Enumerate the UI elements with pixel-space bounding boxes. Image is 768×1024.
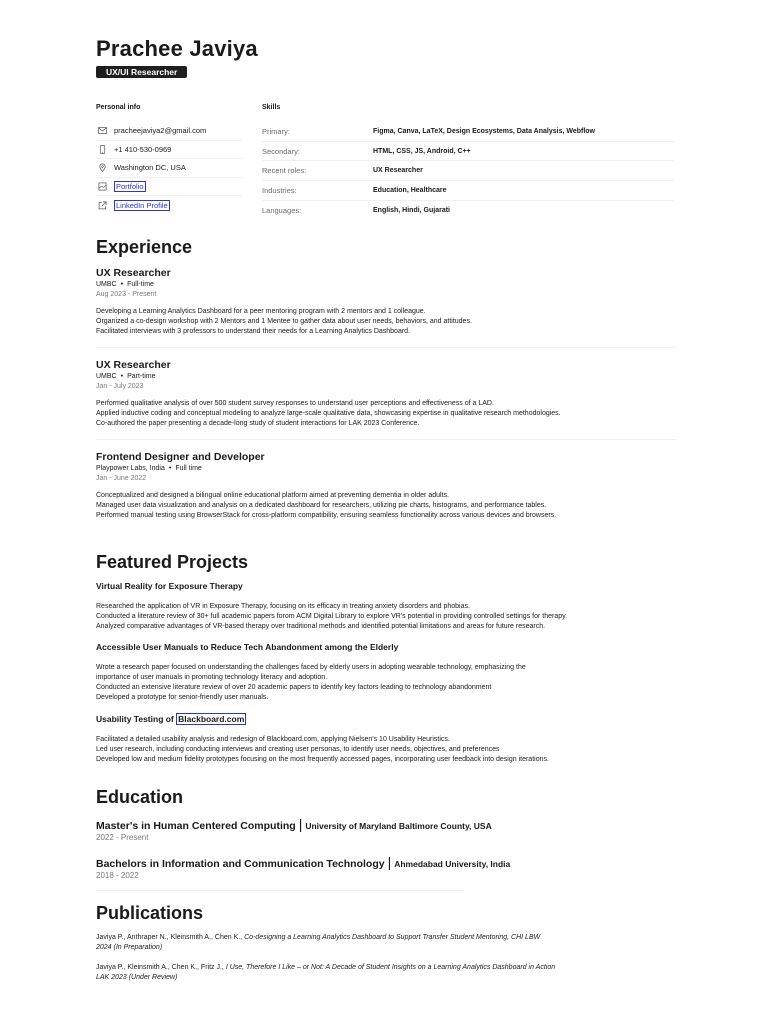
- description-line: Facilitated interviews with 3 professors to understand their needs for a Learning Analytics Dashboard.: [96, 328, 411, 336]
- publications-heading: Publications: [96, 903, 204, 924]
- publication-entry: [96, 963, 676, 983]
- skills-value: Education, Healthcare: [373, 186, 447, 194]
- job-meta: [96, 280, 676, 290]
- project-description: [96, 663, 676, 703]
- skills-label: Primary:: [262, 126, 290, 136]
- bullet-dot: •: [120, 373, 124, 381]
- experience-section: [96, 236, 676, 521]
- job-title: UX Researcher: [96, 267, 171, 280]
- description-line: Developing a Learning Analytics Dashboard for a peer mentoring program with 2 mentors and 1 colleague.: [96, 308, 426, 316]
- skills-label: Industries:: [262, 185, 297, 195]
- description-line: Wrote a research paper focused on understanding the challenges faced by elderly users in adopting wearable technology, emphasizing the: [96, 664, 526, 672]
- job-type: Part-time: [127, 373, 156, 381]
- email-item[interactable]: [96, 122, 242, 141]
- skills-label: Languages:: [262, 206, 302, 216]
- skills-label: Recent roles:: [262, 166, 307, 176]
- job-description: [96, 491, 676, 521]
- portfolio-item[interactable]: [96, 178, 242, 197]
- skills-row: [262, 181, 674, 201]
- description-line: Led user research, including conducting interviews and creating user personas, to identify user needs, objectives, and preferences: [96, 746, 500, 754]
- description-line: Managed user data visualization and analysis on a dedicated dashboard for researchers, utilizing pie charts, histograms, and performance tables.: [96, 502, 547, 510]
- portfolio-icon: [96, 180, 108, 192]
- experience-heading: Experience: [96, 237, 193, 258]
- education-dates: 2018 - 2022: [96, 871, 139, 881]
- degree-line: [96, 817, 676, 833]
- description-line: Facilitated a detailed usability analysis and redesign of Blackboard.com, applying Nielsen's 10 Usability Heuristics.: [96, 736, 450, 744]
- publication-entry: [96, 933, 676, 953]
- bullet-dot: •: [120, 281, 124, 289]
- education-dates: 2022 - Present: [96, 833, 149, 843]
- phone-item[interactable]: [96, 141, 242, 160]
- job-title: Frontend Designer and Developer: [96, 451, 265, 464]
- project-title: Virtual Reality for Exposure Therapy: [96, 581, 243, 592]
- publication-title: Co-designing a Learning Analytics Dashboard to Support Transfer Student Mentoring, CHI LBW: [244, 934, 541, 942]
- education-entry: [96, 854, 511, 891]
- mail-icon: [96, 125, 108, 137]
- description-line: Conducted a literature review of 30+ full academic papers forom ACM Digital Library to explore VR's potential in providing controlled settings for therapy.: [96, 613, 568, 621]
- education-section: [96, 786, 676, 891]
- linkedin-item[interactable]: [96, 196, 242, 215]
- project-description: [96, 735, 676, 765]
- job-description: [96, 307, 676, 337]
- job-type: Full-time: [127, 281, 154, 289]
- skills-value: English, Hindi, Gujarati: [373, 207, 451, 215]
- publication-authors: Javiya P., Kleinsmith A., Chen K., Fritz J.,: [96, 964, 226, 972]
- location-text: Washington DC, USA: [114, 163, 186, 173]
- linkedin-link[interactable]: LinkedIn Profile: [116, 200, 168, 210]
- blackboard-link[interactable]: Blackboard.com: [178, 714, 245, 725]
- external-link-icon: [96, 199, 108, 211]
- description-line: Organized a co-design workshop with 2 Mentors and 1 Mentee to gather data about user needs, behaviors, and attitudes.: [96, 318, 472, 326]
- job-title: UX Researcher: [96, 359, 171, 372]
- skills-heading: Skills: [262, 104, 281, 111]
- phone-icon: [96, 143, 108, 155]
- description-line: Applied inductive coding and conceptual modeling to analyze large-scale qualitative data, showcasing expertise in qualitative research methodologies.: [96, 410, 561, 418]
- publication-authors: Javiya P., Anthraper N., Kleinsmith A., Chen K.,: [96, 934, 245, 942]
- resume-header: [96, 36, 676, 80]
- skills-row: [262, 142, 674, 162]
- skills: [262, 104, 674, 220]
- description-line: Performed qualitative analysis of over 500 student survey responses to understand user perceptions and effectiveness of a LAD.: [96, 400, 494, 408]
- description-line: Conceptualized and designed a bilingual online educational platform aimed at preventing dementia in older adults.: [96, 492, 449, 500]
- location-pin-icon: [96, 162, 108, 174]
- project-description: [96, 602, 676, 632]
- personal-info: [96, 104, 242, 220]
- job-org: Playpower Labs, India: [96, 465, 165, 473]
- description-line: Developed a prototype for senior-friendly user manuals.: [96, 694, 269, 702]
- publication-venue: LAK 2023 (Under Review): [96, 974, 178, 982]
- job-entry: [96, 451, 676, 521]
- separator-bar: |: [387, 854, 392, 871]
- description-line: importance of user manuals in promoting technology literacy and adoption.: [96, 674, 328, 682]
- resume-page: [96, 36, 676, 983]
- projects-section: [96, 551, 676, 765]
- job-org: UMBC: [96, 373, 117, 381]
- job-meta: [96, 372, 676, 382]
- personal-info-heading: Personal info: [96, 104, 141, 111]
- skills-value: HTML, CSS, JS, Android, C++: [373, 147, 471, 155]
- publications-section: [96, 902, 676, 983]
- portfolio-link[interactable]: Portfolio: [116, 181, 144, 191]
- project-title: Accessible User Manuals to Reduce Tech Abandonment among the Elderly: [96, 642, 399, 653]
- skills-value: Figma, Canva, LaTeX, Design Ecosystems, Data Analysis, Webflow: [373, 127, 595, 135]
- bullet-dot: •: [168, 465, 172, 473]
- job-meta: [96, 464, 676, 474]
- education-entry: [96, 817, 676, 843]
- skills-row: [262, 122, 674, 142]
- job-org: UMBC: [96, 281, 117, 289]
- description-line: Developed low and medium fidelity prototypes focusing on the most frequently accessed pages, incorporating user feedback into design iterations.: [96, 756, 549, 764]
- degree-name: Bachelors in Information and Communication Technology: [96, 858, 385, 871]
- skills-row: [262, 161, 674, 181]
- description-line: Performed manual testing using BrowserStack for cross-platform compatibility, ensuring seamless functionality across various devices and browsers.: [96, 512, 557, 520]
- description-line: Co-authored the paper presenting a decade-long study of student interactions for LAK 2023 Conference.: [96, 420, 420, 428]
- publication-venue: 2024 (In Preparation): [96, 944, 163, 952]
- job-entry: [96, 267, 676, 348]
- skills-row: [262, 201, 674, 221]
- job-description: [96, 399, 676, 429]
- location-item: [96, 159, 242, 178]
- job-dates: Aug 2023 - Present: [96, 291, 157, 299]
- project-entry: [96, 581, 676, 632]
- project-title-prefix: Usability Testing of: [96, 714, 177, 725]
- project-entry: [96, 714, 676, 765]
- skills-label: Secondary:: [262, 146, 300, 156]
- project-title: [96, 714, 676, 725]
- education-heading: Education: [96, 787, 184, 808]
- projects-heading: Featured Projects: [96, 552, 249, 573]
- description-line: Researched the application of VR in Exposure Therapy, focusing on its efficacy in treating anxiety disorders and phobias.: [96, 603, 470, 611]
- job-entry: [96, 359, 676, 440]
- job-dates: Jan - July 2023: [96, 383, 144, 391]
- info-section: [96, 104, 676, 220]
- publication-title: I Use, Therefore I Like – or Not: A Decade of Student Insights on a Learning Analytics Dashboard in Action: [225, 964, 556, 972]
- role-badge: UX/UI Researcher: [96, 66, 187, 78]
- email-text: pracheejaviya2@gmail.com: [114, 126, 207, 136]
- job-type: Full time: [175, 465, 202, 473]
- degree-name: Master's in Human Centered Computing: [96, 820, 296, 833]
- description-line: Analyzed comparative advantages of VR-based therapy over traditional methods and identified potential limitations and areas for future research.: [96, 623, 546, 631]
- project-entry: [96, 642, 676, 703]
- skills-value: UX Researcher: [373, 167, 423, 175]
- description-line: Conducted an extensive literature review of over 20 academic papers to identify key factors leading to technology abandonment: [96, 684, 492, 692]
- phone-text: +1 410-530-0969: [114, 144, 172, 154]
- candidate-name: Prachee Javiya: [96, 36, 258, 61]
- separator-bar: |: [298, 816, 303, 833]
- institution-name: Ahmedabad University, India: [394, 859, 511, 870]
- degree-line: [96, 855, 676, 871]
- institution-name: University of Maryland Baltimore County, USA: [305, 821, 492, 832]
- job-dates: Jan - June 2022: [96, 475, 147, 483]
